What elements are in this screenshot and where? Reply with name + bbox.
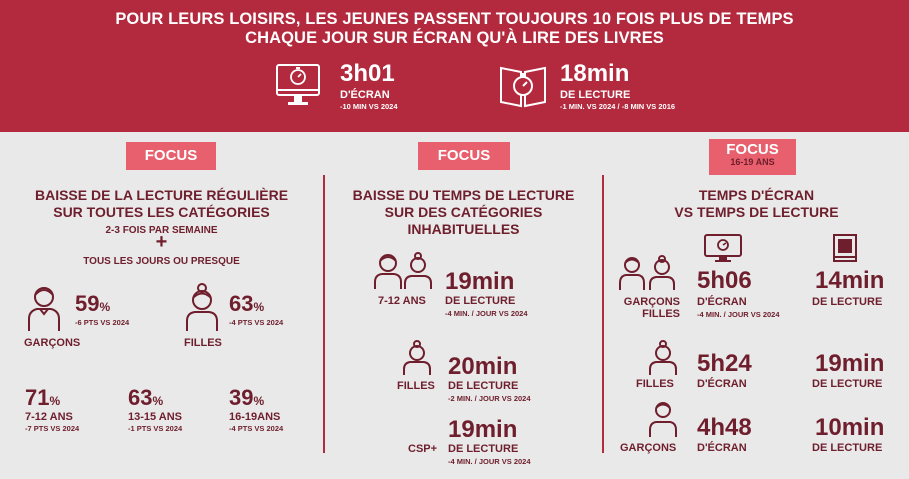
col3-read-value: 19min — [815, 350, 885, 377]
col3-screen-sub: -4 MIN. / JOUR VS 2024 — [697, 310, 780, 319]
col1-boys-label: GARÇONS — [24, 337, 81, 349]
col1-age-sub: -7 PTS VS 2024 — [25, 424, 80, 433]
col1-age-value: 39% — [229, 385, 265, 410]
col2-group-label: 7-12 ANS — [378, 295, 426, 307]
col3-read-value: 14min — [815, 267, 885, 294]
header-reading-value: 18min — [560, 60, 630, 87]
col1-age-value: 71% — [25, 385, 61, 410]
col2-value-label: DE LECTURE — [445, 295, 516, 307]
col3-read-label: DE LECTURE — [812, 442, 883, 454]
boy-icon — [25, 283, 63, 333]
focus-badge-2: FOCUS — [418, 142, 510, 170]
col1-freq1: 2-3 FOIS PAR SEMAINE — [105, 225, 218, 236]
col1-freq2: TOUS LES JOURS OU PRESQUE — [83, 256, 240, 267]
screen-stopwatch-icon — [703, 233, 743, 263]
header-screen-value: 3h01 — [340, 60, 395, 87]
col2-value-sub: -2 MIN. / JOUR VS 2024 — [448, 394, 531, 403]
header-screen-sub: -10 MIN VS 2024 — [340, 102, 398, 111]
col1-boys-value: 59% — [75, 291, 111, 316]
col1-girls-label: FILLES — [184, 337, 222, 349]
col3-screen-label: D'ÉCRAN — [697, 378, 747, 390]
col3-read-label: DE LECTURE — [812, 378, 883, 390]
col2-title: BAISSE DU TEMPS DE LECTURE SUR DES CATÉGORIES INHABITUELLES — [352, 187, 575, 237]
col2-value-sub: -4 MIN. / JOUR VS 2024 — [448, 457, 531, 466]
focus-badge-3: FOCUS 16-19 ANS — [709, 139, 796, 175]
page-title: POUR LEURS LOISIRS, LES JEUNES PASSENT TOUJOURS 10 FOIS PLUS DE TEMPS CHAQUE JOUR SUR ÉCRAN QU'À LIRE DES LIVRES — [115, 10, 794, 47]
header-reading-label: DE LECTURE — [560, 89, 631, 101]
children-icon — [373, 252, 435, 290]
header-screen-label: D'ÉCRAN — [340, 89, 390, 101]
col1-age-sub: -4 PTS VS 2024 — [229, 424, 284, 433]
boy-icon — [648, 400, 678, 438]
col2-group-label: FILLES — [397, 380, 435, 392]
book-icon — [830, 233, 860, 263]
girl-icon — [402, 340, 432, 376]
col1-age-value: 63% — [128, 385, 164, 410]
col3-title: TEMPS D'ÉCRAN VS TEMPS DE LECTURE — [674, 187, 839, 220]
col1-title: BAISSE DE LA LECTURE RÉGULIÈRE SUR TOUTES LES CATÉGORIES — [34, 187, 289, 220]
col1-age-sub: -1 PTS VS 2024 — [128, 424, 183, 433]
col2-value: 19min — [448, 416, 518, 443]
col1-age-label: 13-15 ANS — [128, 411, 183, 423]
col3-read-value: 10min — [815, 414, 885, 441]
girl-icon — [648, 340, 678, 376]
screen-time-icon — [275, 62, 321, 108]
col3-group-label: GARÇONS — [620, 442, 677, 454]
col1-age-label: 7-12 ANS — [25, 411, 73, 423]
col2-value-sub: -4 MIN. / JOUR VS 2024 — [445, 309, 528, 318]
col1-age-label: 16-19ANS — [229, 411, 281, 423]
col3-read-label: DE LECTURE — [812, 296, 883, 308]
col2-group-label: CSP+ — [408, 443, 438, 455]
header-banner — [0, 0, 909, 132]
book-stopwatch-icon — [497, 60, 549, 108]
col1-girls-value: 63% — [229, 291, 265, 316]
col2-value-label: DE LECTURE — [448, 443, 519, 455]
col3-group-label: FILLES — [636, 378, 674, 390]
col3-screen-value: 5h24 — [697, 350, 752, 377]
col3-screen-label: D'ÉCRAN — [697, 442, 747, 454]
col2-value: 19min — [445, 268, 515, 295]
col1-girls-sub: -4 PTS VS 2024 — [229, 318, 284, 327]
col3-screen-value: 5h06 — [697, 267, 752, 294]
col2-value: 20min — [448, 353, 518, 380]
col1-plus: + — [155, 231, 168, 253]
col2-value-label: DE LECTURE — [448, 380, 519, 392]
header-reading-sub: -1 MIN. VS 2024 / -8 MIN VS 2016 — [560, 102, 676, 111]
col1-boys-sub: -6 PTS VS 2024 — [75, 318, 130, 327]
focus-badge-1: FOCUS — [126, 142, 216, 170]
children-icon — [618, 255, 678, 291]
col3-screen-value: 4h48 — [697, 414, 752, 441]
girl-icon — [183, 283, 221, 333]
col3-screen-label: D'ÉCRAN — [697, 296, 747, 308]
col3-group-label: GARÇONS FILLES — [623, 296, 680, 320]
